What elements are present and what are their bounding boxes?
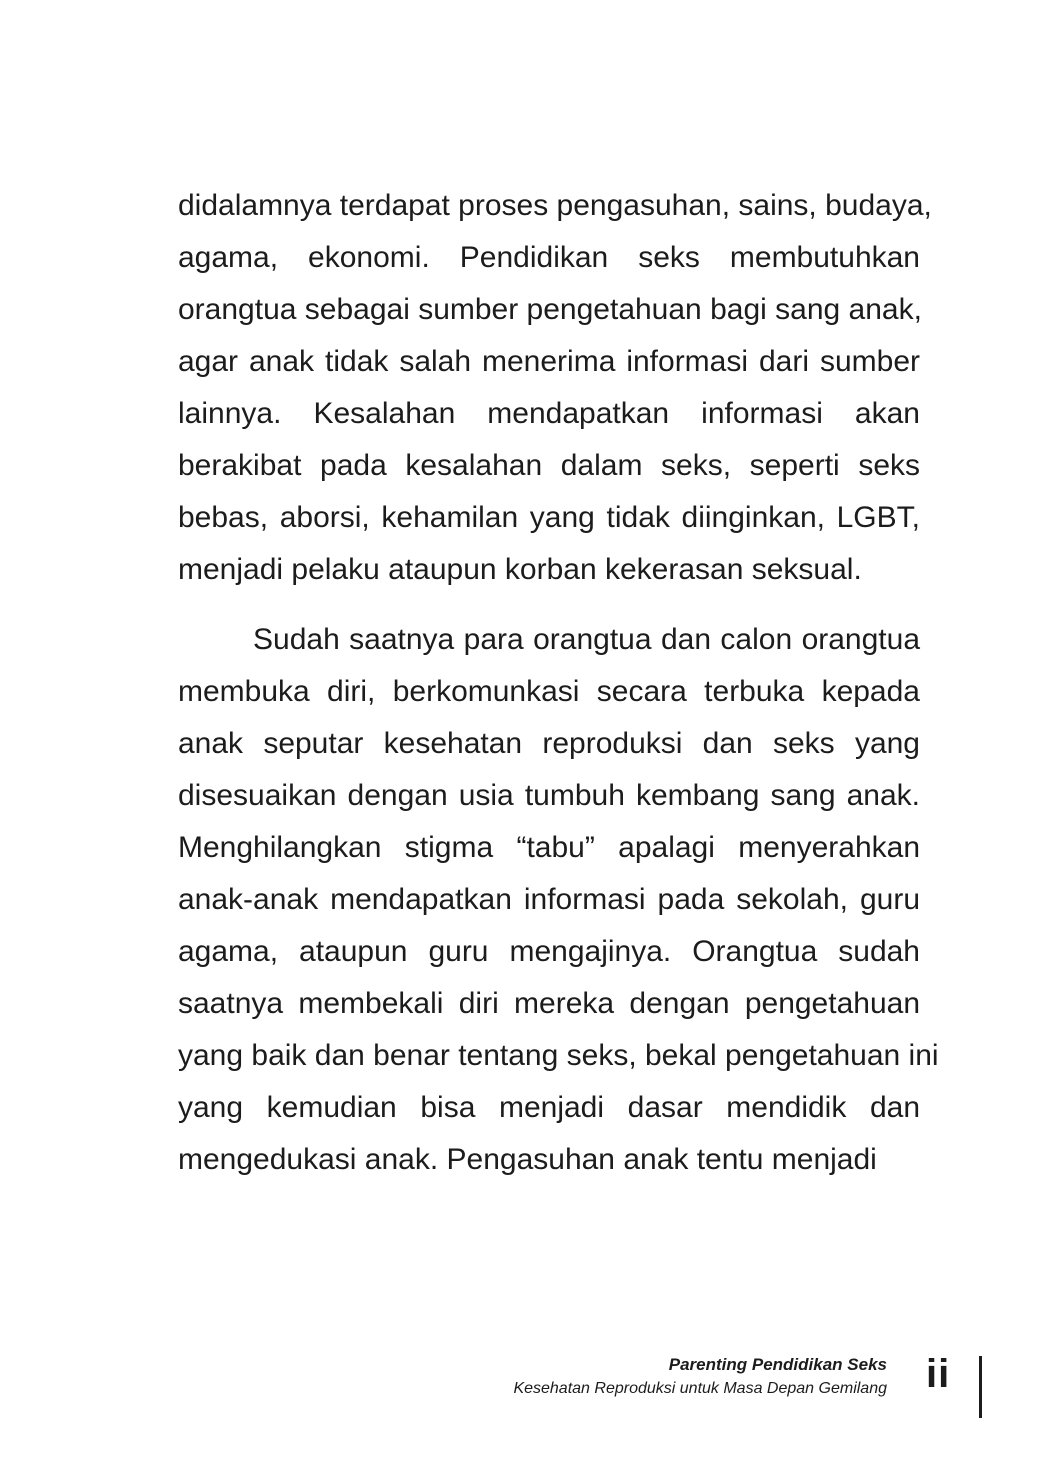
paragraph-line: berakibat pada kesalahan dalam seks, seperti seks: [178, 449, 920, 482]
paragraph-line: lainnya. Kesalahan mendapatkan informasi akan: [178, 397, 920, 430]
paragraph-line: yang kemudian bisa menjadi dasar mendidik dan: [178, 1091, 920, 1124]
page-body: [178, 180, 939, 1186]
paragraph-line: anak seputar kesehatan reproduksi dan seks yang: [178, 727, 920, 760]
paragraph-line: orangtua sebagai sumber pengetahuan bagi sang anak,: [178, 293, 922, 326]
paragraph-line: Sudah saatnya para orangtua dan calon orangtua: [253, 623, 920, 656]
paragraph-line: didalamnya terdapat proses pengasuhan, sains, budaya,: [178, 189, 932, 222]
footer-book-title: Parenting Pendidikan Seks: [668, 1355, 887, 1374]
paragraph-line: membuka diri, berkomunkasi secara terbuka kepada: [178, 675, 920, 708]
paragraph-line: saatnya membekali diri mereka dengan pengetahuan: [178, 987, 920, 1020]
paragraph-line: agar anak tidak salah menerima informasi dari sumber: [178, 345, 920, 378]
page-footer: [513, 1352, 887, 1400]
paragraph-line: agama, ekonomi. Pendidikan seks membutuhkan: [178, 241, 920, 274]
paragraph-1: [178, 180, 932, 596]
paragraph-line: agama, ataupun guru mengajinya. Orangtua sudah: [178, 935, 920, 968]
footer-book-subtitle: Kesehatan Reproduksi untuk Masa Depan Gemilang: [513, 1380, 887, 1397]
paragraph-line: yang baik dan benar tentang seks, bekal pengetahuan ini: [178, 1039, 939, 1072]
page-number-rule: [979, 1356, 982, 1418]
paragraph-line: bebas, aborsi, kehamilan yang tidak diinginkan, LGBT,: [178, 501, 920, 534]
paragraph-line: anak-anak mendapatkan informasi pada sekolah, guru: [178, 883, 920, 916]
paragraph-line: disesuaikan dengan usia tumbuh kembang sang anak.: [178, 779, 920, 812]
paragraph-line: mengedukasi anak. Pengasuhan anak tentu menjadi: [178, 1143, 877, 1176]
paragraph-2: [178, 614, 939, 1186]
page-number: ii: [926, 1352, 951, 1396]
paragraph-line: Menghilangkan stigma “tabu” apalagi menyerahkan: [178, 831, 920, 864]
paragraph-line: menjadi pelaku ataupun korban kekerasan seksual.: [178, 553, 862, 586]
